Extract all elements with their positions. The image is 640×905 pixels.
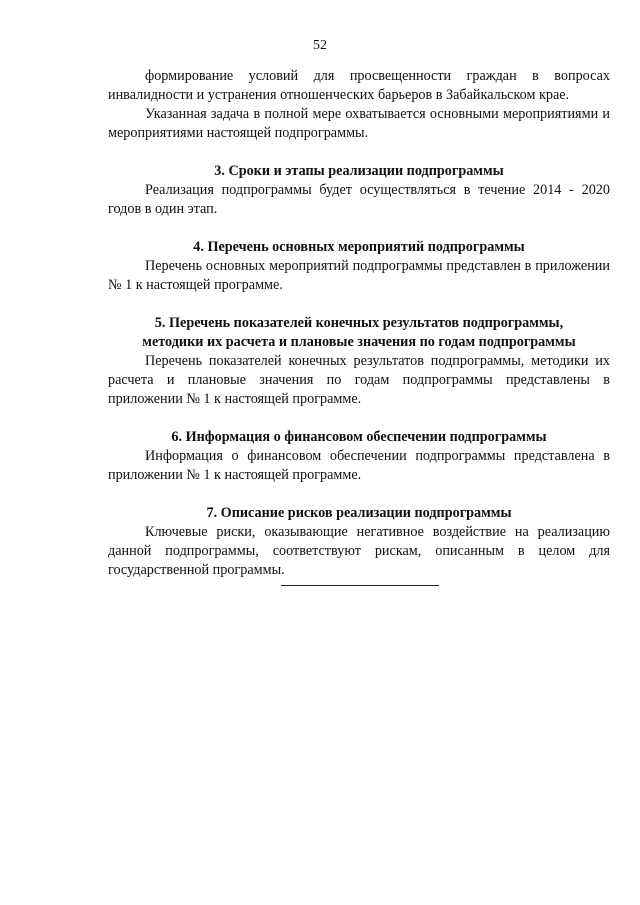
section-7-heading: 7. Описание рисков реализации подпрограммы — [206, 505, 512, 521]
section-4 — [108, 238, 610, 295]
section-3 — [108, 162, 610, 219]
end-divider-line — [281, 585, 439, 586]
page-content — [108, 67, 610, 580]
section-3-text: Реализация подпрограммы будет осуществляться в течение 2014 - 2020 годов в один этап. — [108, 182, 610, 217]
section-spacer — [108, 295, 610, 314]
section-5-text: Перечень показателей конечных результатов подпрограммы, методики их расчета и плановые значения по годам подпрограммы представлены в приложении № 1 к настоящей программе. — [108, 353, 610, 407]
section-3-heading: 3. Сроки и этапы реализации подпрограммы — [214, 163, 504, 179]
section-spacer — [108, 143, 610, 162]
section-5-heading-line-1: 5. Перечень показателей конечных результатов подпрограммы, — [154, 315, 564, 331]
section-7-text: Ключевые риски, оказывающие негативное воздействие на реализацию данной подпрограммы, соответствуют рискам, описанным в целом для государственной программы. — [108, 524, 610, 578]
section-6-text: Информация о финансовом обеспечении подпрограммы представлена в приложении № 1 к настоящей программе. — [108, 448, 610, 483]
section-spacer — [108, 485, 610, 504]
section-4-heading: 4. Перечень основных мероприятий подпрограммы — [193, 239, 525, 255]
page-number: 52 — [313, 38, 327, 53]
section-4-text: Перечень основных мероприятий подпрограммы представлен в приложении № 1 к настоящей программе. — [108, 258, 610, 293]
section-5-heading-line-2: методики их расчета и плановые значения по годам подпрограммы — [142, 334, 576, 350]
section-7 — [108, 504, 610, 580]
section-spacer — [108, 219, 610, 238]
intro-paragraph-2: Указанная задача в полной мере охватывается основными мероприятиями и мероприятиями настоящей подпрограммы. — [108, 106, 610, 141]
section-spacer — [108, 409, 610, 428]
intro-paragraph-1: формирование условий для просвещенности граждан в вопросах инвалидности и устранения отношенческих барьеров в Забайкальском крае. — [108, 68, 610, 103]
section-6-heading: 6. Информация о финансовом обеспечении подпрограммы — [171, 429, 547, 445]
section-5 — [108, 314, 610, 409]
section-6 — [108, 428, 610, 485]
